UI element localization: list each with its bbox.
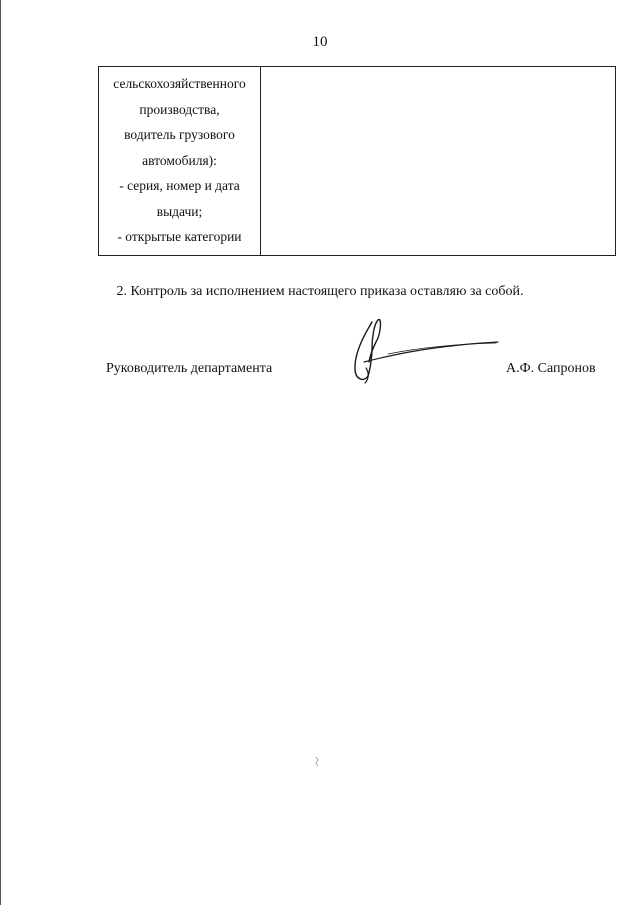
clause-2-text: 2. Контроль за исполнением настоящего приказа оставляю за собой. [116, 284, 524, 299]
table-cell-line: - открытые категории [117, 229, 242, 244]
table-cell-left [99, 67, 261, 255]
table-cell-right [261, 67, 615, 255]
page-number: 10 [312, 34, 328, 50]
requirements-table-fragment [98, 66, 616, 256]
table-cell-line: автомобиля): [142, 152, 217, 168]
signer-name: А.Ф. Сапронов [506, 361, 596, 376]
table-cell-line: - серия, номер и дата [119, 178, 240, 193]
table-cell-line: выдачи; [156, 203, 203, 219]
table-cell-line: производства, [139, 101, 220, 117]
handwritten-signature [348, 312, 508, 384]
signer-position-title: Руководитель департамента [106, 361, 273, 376]
scan-artifact [314, 756, 320, 768]
page-edge [0, 0, 1, 905]
table-cell-line: сельскохозяйственного [113, 76, 246, 91]
table-cell-line: водитель грузового [124, 127, 235, 142]
